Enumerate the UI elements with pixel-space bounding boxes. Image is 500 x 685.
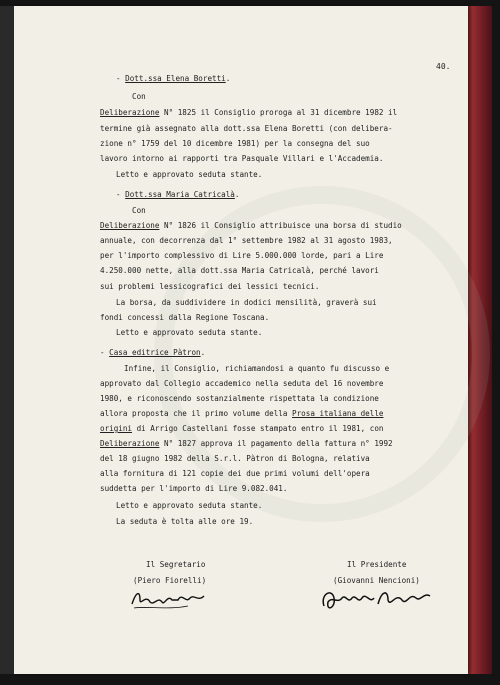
text-line: allora proposta che il primo volume della Prosa italiana delle <box>100 409 384 418</box>
text-line: approvato dal Collegio accademico nella seduta del 16 novembre <box>100 379 384 388</box>
text-line: zione n° 1759 del 10 dicembre 1981) per la consegna del suo <box>100 139 370 148</box>
text-line: Letto e approvato seduta stante. <box>116 501 263 510</box>
text-line: Deliberazione N° 1825 il Consiglio proroga al 31 dicembre 1982 il <box>100 108 398 117</box>
secretary-name: (Piero Fiorelli) <box>133 576 207 585</box>
text-line: Letto e approvato seduta stante. <box>116 170 263 179</box>
text-line: Con <box>132 92 146 101</box>
text-line: Deliberazione N° 1827 approva il pagamento della fattura n° 1992 <box>100 439 393 448</box>
book-edge <box>0 6 14 674</box>
text-line: La seduta è tolta alle ore 19. <box>116 517 254 526</box>
text-line: Infine, il Consiglio, richiamandosi a quanto fu discusso e <box>124 364 390 373</box>
secretary-signature <box>128 586 208 612</box>
president-signature <box>318 584 436 616</box>
text-line: - Dott.ssa Maria Catricalà. <box>116 190 240 199</box>
text-line: 4.250.000 nette, alla dott.ssa Maria Catricalà, perché lavori <box>100 266 379 275</box>
text-line: origini di Arrigo Castellani fosse stampato entro il 1981, con <box>100 424 384 433</box>
text-line: Deliberazione N° 1826 il Consiglio attribuisce una borsa di studio <box>100 221 402 230</box>
president-name: (Giovanni Nencioni) <box>333 576 420 585</box>
text-line: 1980, e riconoscendo sostanzialmente rispettata la condizione <box>100 394 379 403</box>
text-line: Letto e approvato seduta stante. <box>116 328 263 337</box>
secretary-title: Il Segretario <box>146 560 206 569</box>
text-line: per l'importo complessivo di Lire 5.000.000 lorde, pari a Lire <box>100 251 384 260</box>
text-line: lavoro intorno ai rapporti tra Pasquale Villari e l'Accademia. <box>100 154 384 163</box>
text-line: sui problemi lessicografici dei lessici tecnici. <box>100 282 320 291</box>
text-line: - Casa editrice Pàtron. <box>100 348 206 357</box>
text-line: termine già assegnato alla dott.ssa Elena Boretti (con delibera- <box>100 124 393 133</box>
text-line: alla fornitura di 121 copie dei due primi volumi dell'opera <box>100 469 370 478</box>
text-line: La borsa, da suddividere in dodici mensilità, graverà sui <box>116 298 377 307</box>
president-title: Il Presidente <box>347 560 407 569</box>
text-line: fondi concessi dalla Regione Toscana. <box>100 313 270 322</box>
text-line: Con <box>132 206 146 215</box>
text-line: - Dott.ssa Elena Boretti. <box>116 74 231 83</box>
text-line: annuale, con decorrenza dal 1° settembre 1982 al 31 agosto 1983, <box>100 236 393 245</box>
text-line: suddetta per l'importo di Lire 9.082.041. <box>100 484 288 493</box>
page-number: 40. <box>436 62 451 71</box>
text-line: del 18 giugno 1982 della S.r.l. Pàtron di Bologna, relativa <box>100 454 370 463</box>
